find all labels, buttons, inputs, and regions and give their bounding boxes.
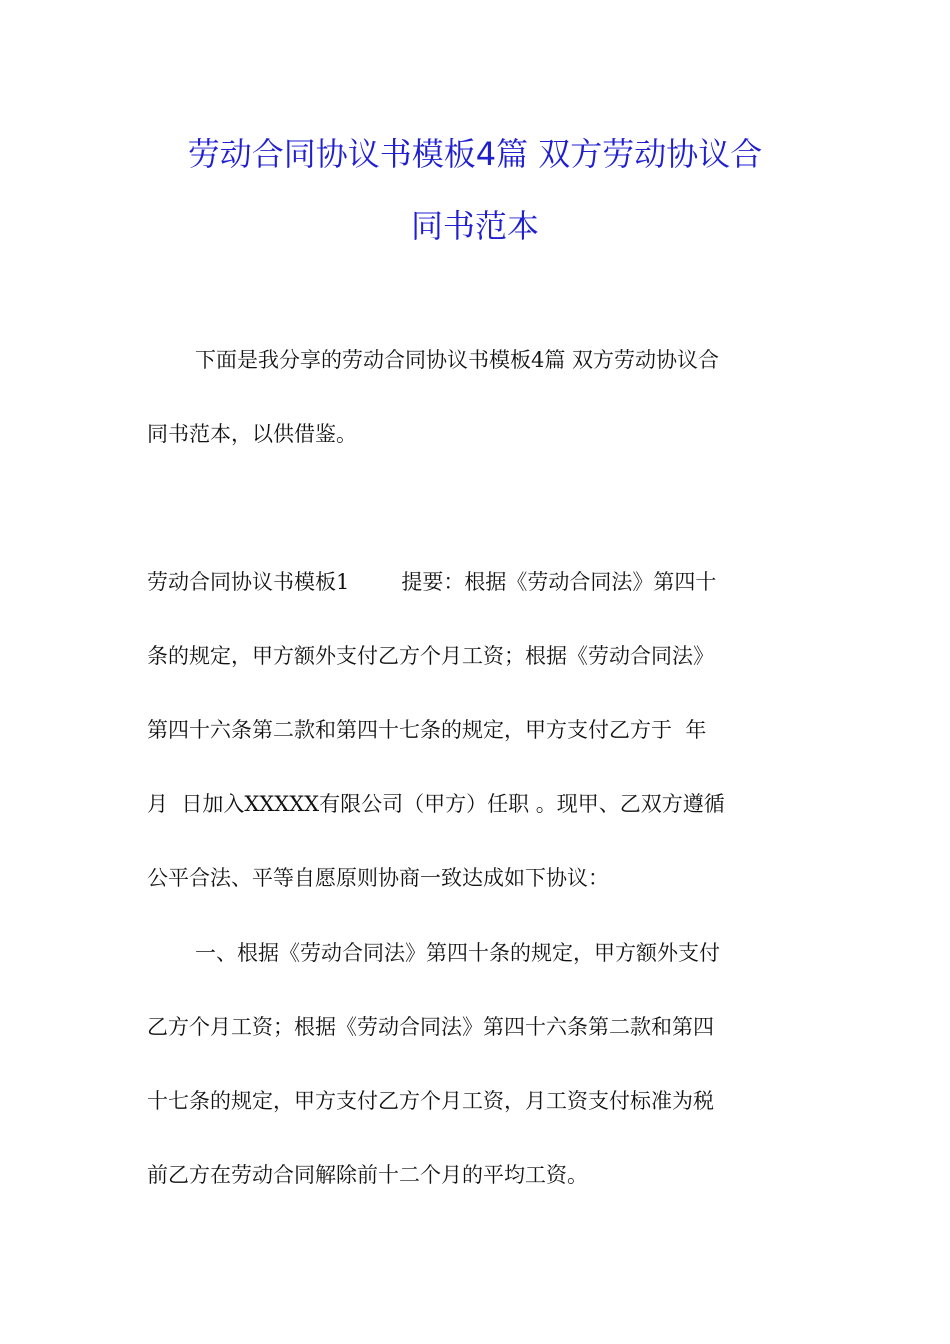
document-title-line-1: 劳动合同协议书模板4篇 双方劳动协议合: [187, 135, 763, 173]
template-1-line-2: 条的规定，甲方额外支付乙方个月工资；根据《劳动合同法》: [147, 644, 714, 668]
intro-paragraph: [147, 323, 803, 471]
clause-1-paragraph: [147, 916, 803, 1212]
template-1-line-4: 月 日加入XXXXX有限公司（甲方）任职 。现甲、乙双方遵循: [147, 792, 725, 816]
clause-1-line-1: 一、根据《劳动合同法》第四十条的规定，甲方额外支付: [195, 941, 720, 965]
intro-line-2: 同书范本，以供借鉴。: [147, 422, 357, 446]
template-1-paragraph: [147, 545, 803, 915]
clause-1-line-2: 乙方个月工资；根据《劳动合同法》第四十六条第二款和第四: [147, 1015, 714, 1039]
template-1-line-5: 公平合法、平等自愿原则协商一致达成如下协议：: [147, 866, 609, 890]
template-1-line-3: 第四十六条第二款和第四十七条的规定，甲方支付乙方于 年: [147, 718, 707, 742]
clause-1-line-4: 前乙方在劳动合同解除前十二个月的平均工资。: [147, 1163, 588, 1187]
template-1-heading: 劳动合同协议书模板1: [147, 570, 350, 594]
document-title-line-2: 同书范本: [410, 207, 539, 245]
template-1-summary-start: 提要：根据《劳动合同法》第四十: [401, 570, 717, 594]
intro-line-1: 下面是我分享的劳动合同协议书模板4篇 双方劳动协议合: [195, 348, 720, 372]
template-1-line-1: [147, 545, 803, 619]
clause-1-line-3: 十七条的规定，甲方支付乙方个月工资，月工资支付标准为税: [147, 1089, 714, 1113]
